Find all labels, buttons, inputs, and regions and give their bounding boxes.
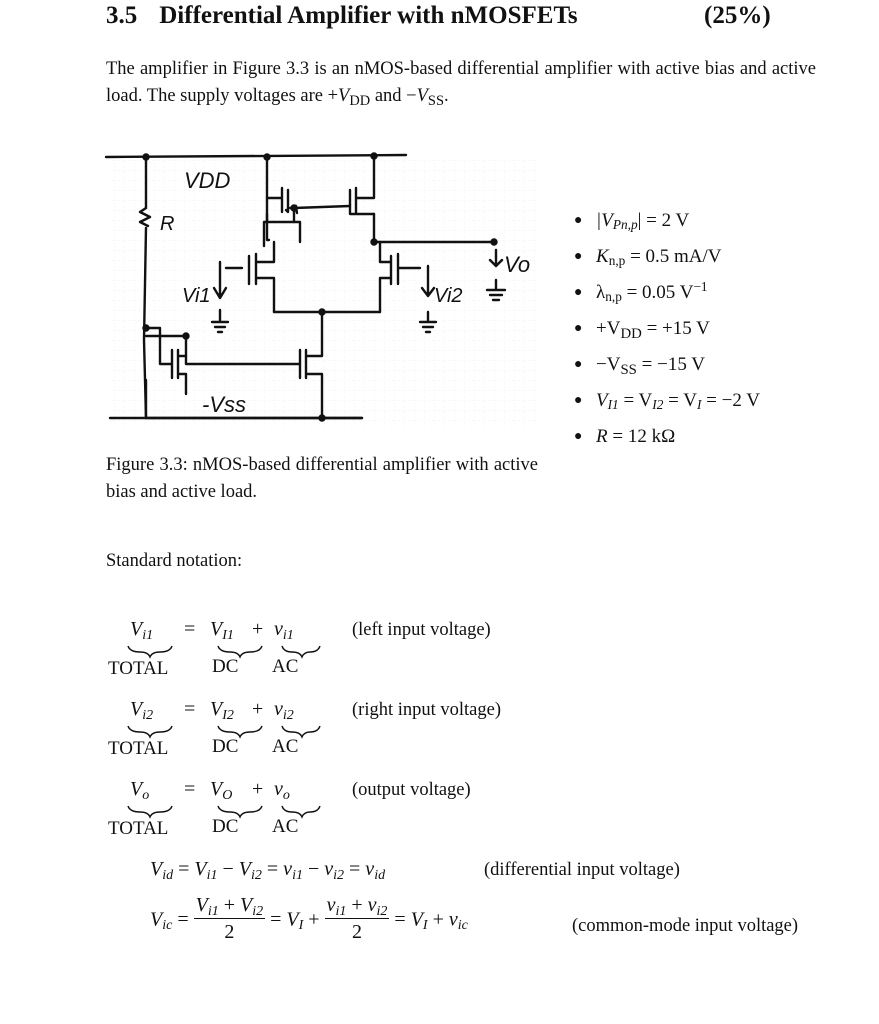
equation-vic: $V_{ic}$ = $\frac{V_{i1} + V_{i2}}{2}$ = $V_I$ + $\frac{v_{i1} + v_{i2}}{2}$ = $V_I + v_{ic}$ (150, 894, 468, 943)
fraction-ac: $\frac{v_{i1} + v_{i2}}{2}$ (326, 894, 388, 943)
desc-vic: (common-mode input voltage) (572, 916, 799, 936)
param-vss: ● $-V_{SS} = -15$ V (574, 354, 705, 378)
parameter-list (574, 210, 760, 462)
section-title: Differential Amplifier with nMOSFETs (159, 2, 578, 29)
desc-vo: (output voltage) (352, 780, 471, 800)
label-vdd: VDD (184, 168, 231, 193)
notation-block (106, 614, 626, 854)
bullet-icon: ● (574, 321, 583, 336)
bullet-icon: ● (574, 213, 583, 228)
param-lambda: ● $\lambda_{n,p} = 0.05$ $V^{-1}$ (574, 278, 708, 305)
equation-vid: $V_{id} = V_{i1} - V_{i2} = v_{i1} - v_{i2} = v_{id}$ (150, 858, 386, 883)
vss-subscript: SS (427, 92, 444, 109)
param-k: ● $K_{n,p} = 0.5$ mA/V (574, 246, 722, 269)
intro-text: The amplifier in Figure 3.3 is an nMOS-based differential amplifier with active bias and active load. The supply voltages are + (106, 59, 816, 106)
intro-and: and − (370, 86, 417, 106)
param-r: ● R = 12 kΩ (574, 426, 676, 447)
label-vi1: Vi1 (182, 285, 211, 307)
notation-row-vi2: $V_{i2}$ = $V_{I2}$ + $v_{i2}$ TOTAL DC AC (right input voltage) (108, 698, 501, 759)
fraction-dc: $\frac{V_{i1} + V_{i2}}{2}$ (195, 894, 264, 943)
bullet-icon: ● (574, 393, 583, 408)
param-vi: ● $V_{I1} = V_{I2} = V_I = -2$ V (574, 390, 760, 413)
notation-row-vo: $V_o$ = $V_O$ + $v_o$ TOTAL DC AC (output voltage) (108, 778, 471, 839)
label-vi2: Vi2 (434, 285, 463, 307)
intro-end: . (443, 86, 449, 106)
grid-background (110, 158, 540, 428)
desc-vi1: (left input voltage) (352, 620, 491, 640)
bullet-icon: ● (574, 249, 583, 264)
vss-symbol: V (416, 86, 428, 106)
param-vdd: ● $+V_{DD} = +15$ V (574, 318, 710, 342)
vdd-symbol: V (338, 86, 350, 106)
label-vss: -Vss (202, 392, 246, 417)
figure-caption: Figure 3.3: nMOS-based differential amplifier with active bias and active load. (106, 455, 538, 502)
section-heading (106, 2, 771, 30)
section-weight: (25%) (704, 2, 771, 29)
intro-paragraph (106, 56, 816, 110)
bullet-icon: ● (574, 429, 583, 444)
label-r: R (160, 213, 175, 235)
desc-vi2: (right input voltage) (352, 700, 501, 720)
notation-row-vi1: $V_{i1}$ = $V_{I1}$ + $v_{i1}$ TOTAL DC AC (left input voltage) (108, 618, 491, 679)
circuit-schematic (104, 150, 544, 430)
desc-vid: (differential input voltage) (484, 860, 680, 880)
bullet-icon: ● (574, 357, 583, 372)
bullet-icon: ● (574, 285, 583, 300)
param-vp: ● $|V_{Pn,p}| = 2$ V (574, 210, 690, 233)
section-number: 3.5 (106, 2, 138, 29)
vdd-subscript: DD (349, 92, 371, 109)
label-vo: Vo (504, 252, 531, 277)
notation-heading: Standard notation: (106, 551, 243, 571)
vdd-rail (106, 155, 406, 157)
